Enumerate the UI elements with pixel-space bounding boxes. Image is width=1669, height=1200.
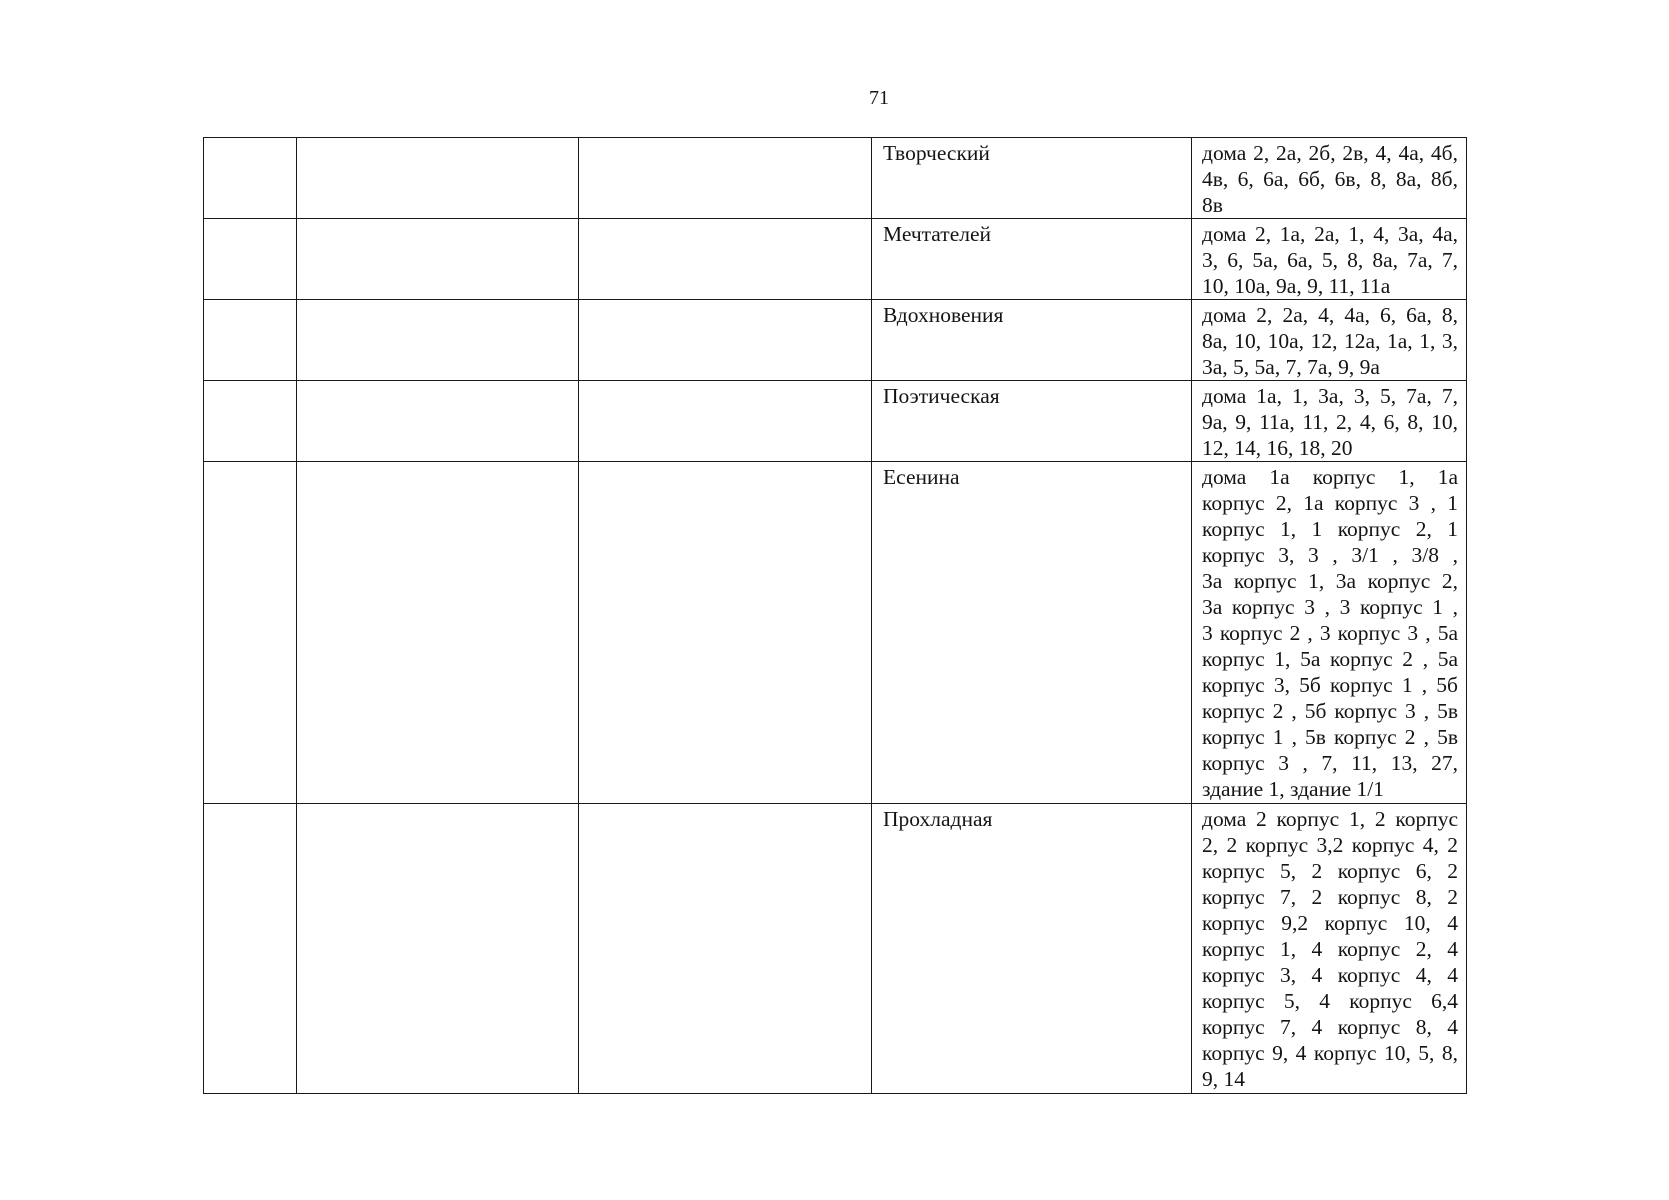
- table-row: [204, 219, 1467, 300]
- address-line: 3 корпус 2 , 3 корпус 3 , 5а: [1202, 621, 1458, 645]
- cell-blank: [297, 219, 579, 300]
- address-line: корпус 5, 2 корпус 6, 2: [1202, 859, 1458, 883]
- address-list: [1192, 462, 1467, 804]
- table-row: [204, 300, 1467, 381]
- address-line: корпус 1, 5а корпус 2 , 5а: [1202, 647, 1458, 671]
- cell-blank: [297, 462, 579, 804]
- address-line: корпус 2 , 5б корпус 3 , 5в: [1202, 699, 1458, 723]
- cell-blank: [297, 804, 579, 1094]
- table-row: [204, 804, 1467, 1094]
- cell-blank: [579, 219, 872, 300]
- cell-blank: [204, 300, 297, 381]
- address-line: корпус 7, 2 корпус 8, 2: [1202, 885, 1458, 909]
- cell-blank: [579, 138, 872, 219]
- address-line: корпус 3, 4 корпус 4, 4: [1202, 963, 1458, 987]
- table-row: [204, 462, 1467, 804]
- address-line: корпус 3, 3 , 3/1 , 3/8 ,: [1202, 543, 1458, 567]
- address-line: корпус 9, 4 корпус 10, 5, 8,: [1202, 1041, 1458, 1065]
- address-line: 8в: [1202, 193, 1223, 217]
- address-line: корпус 5, 4 корпус 6,4: [1202, 989, 1458, 1013]
- table-row: [204, 381, 1467, 462]
- cell-blank: [297, 300, 579, 381]
- address-list: [1192, 804, 1467, 1094]
- cell-blank: [297, 381, 579, 462]
- address-line: корпус 1, 1 корпус 2, 1: [1202, 517, 1458, 541]
- address-line: корпус 2, 1а корпус 3 , 1: [1202, 491, 1458, 515]
- cell-blank: [204, 381, 297, 462]
- address-line: 3а корпус 3 , 3 корпус 1 ,: [1202, 595, 1458, 619]
- address-table: [203, 137, 1467, 1094]
- street-name: Прохладная: [872, 804, 1192, 1094]
- address-line: дома 2, 2а, 4, 4а, 6, 6а, 8,: [1202, 303, 1458, 327]
- street-name: Вдохновения: [872, 300, 1192, 381]
- address-line: 4в, 6, 6а, 6б, 6в, 8, 8а, 8б,: [1202, 167, 1458, 191]
- address-line: корпус 3, 5б корпус 1 , 5б: [1202, 673, 1458, 697]
- address-line: дома 2, 1а, 2а, 1, 4, 3а, 4а,: [1202, 222, 1458, 246]
- address-line: дома 2, 2а, 2б, 2в, 4, 4а, 4б,: [1202, 141, 1458, 165]
- address-line: 3а, 5, 5а, 7, 7а, 9, 9а: [1202, 355, 1380, 379]
- street-name: Творческий: [872, 138, 1192, 219]
- address-list: [1192, 381, 1467, 462]
- address-line: 3а корпус 1, 3а корпус 2,: [1202, 569, 1458, 593]
- cell-blank: [579, 381, 872, 462]
- address-line: корпус 3 , 7, 11, 13, 27,: [1202, 751, 1458, 775]
- address-line: корпус 1, 4 корпус 2, 4: [1202, 937, 1458, 961]
- cell-blank: [204, 462, 297, 804]
- cell-blank: [579, 462, 872, 804]
- address-line: корпус 1 , 5в корпус 2 , 5в: [1202, 725, 1458, 749]
- address-line: 10, 10а, 9а, 9, 11, 11а: [1202, 274, 1391, 298]
- address-line: 8а, 10, 10а, 12, 12а, 1а, 1, 3,: [1202, 329, 1458, 353]
- address-line: 9а, 9, 11а, 11, 2, 4, 6, 8, 10,: [1202, 410, 1458, 434]
- address-line: 9, 14: [1202, 1067, 1245, 1091]
- address-line: 12, 14, 16, 18, 20: [1202, 436, 1353, 460]
- address-line: корпус 7, 4 корпус 8, 4: [1202, 1015, 1458, 1039]
- address-line: дома 2 корпус 1, 2 корпус: [1202, 807, 1458, 831]
- address-line: дома 1а корпус 1, 1а: [1202, 465, 1458, 489]
- street-name: Поэтическая: [872, 381, 1192, 462]
- address-line: дома 1а, 1, 3а, 3, 5, 7а, 7,: [1202, 384, 1458, 408]
- address-list: [1192, 219, 1467, 300]
- table-row: [204, 138, 1467, 219]
- address-list: [1192, 138, 1467, 219]
- address-line: корпус 9,2 корпус 10, 4: [1202, 911, 1458, 935]
- cell-blank: [204, 804, 297, 1094]
- address-line: 3, 6, 5а, 6а, 5, 8, 8а, 7а, 7,: [1202, 248, 1458, 272]
- street-name: Есенина: [872, 462, 1192, 804]
- cell-blank: [579, 300, 872, 381]
- page-number: 71: [869, 87, 889, 109]
- address-list: [1192, 300, 1467, 381]
- address-line: здание 1, здание 1/1: [1202, 777, 1385, 801]
- address-line: 2, 2 корпус 3,2 корпус 4, 2: [1202, 833, 1458, 857]
- cell-blank: [579, 804, 872, 1094]
- cell-blank: [204, 138, 297, 219]
- cell-blank: [204, 219, 297, 300]
- street-name: Мечтателей: [872, 219, 1192, 300]
- cell-blank: [297, 138, 579, 219]
